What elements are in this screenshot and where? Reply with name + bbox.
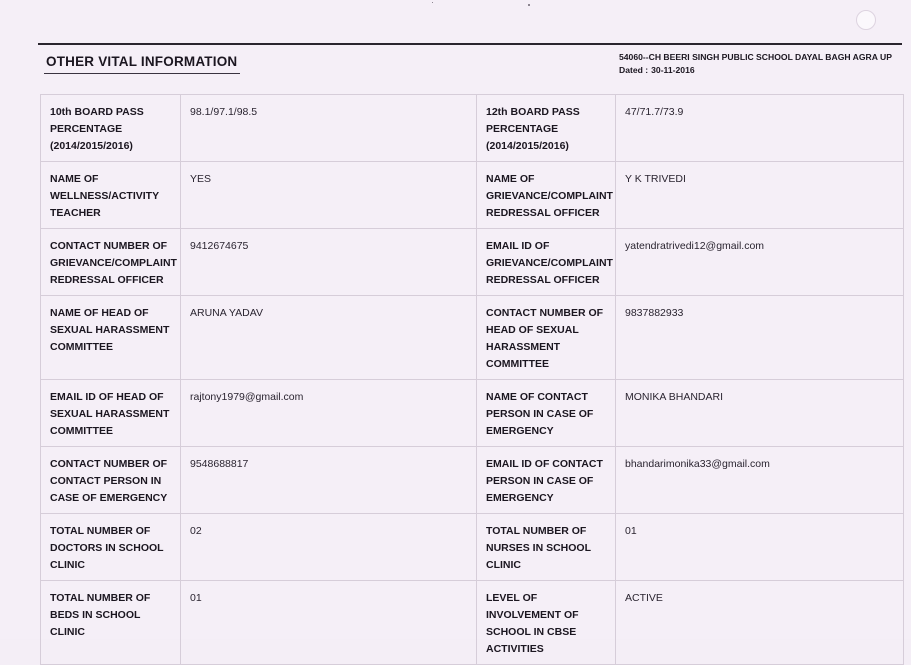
field-value: MONIKA BHANDARI <box>616 380 904 447</box>
table-row <box>41 296 904 380</box>
scan-speck <box>528 4 530 6</box>
field-label: 10th BOARD PASS PERCENTAGE (2014/2015/2016) <box>41 95 181 162</box>
field-label: NAME OF GRIEVANCE/COMPLAINT REDRESSAL OFFICER <box>477 162 616 229</box>
table-row <box>41 514 904 581</box>
field-value: 9548688817 <box>181 447 477 514</box>
field-value: bhandarimonika33@gmail.com <box>616 447 904 514</box>
field-value: 01 <box>181 581 477 665</box>
dated-line <box>619 65 695 75</box>
field-label: CONTACT NUMBER OF CONTACT PERSON IN CASE OF EMERGENCY <box>41 447 181 514</box>
school-name: 54060--CH BEERI SINGH PUBLIC SCHOOL DAYAL BAGH AGRA UP <box>619 52 892 62</box>
field-value: 98.1/97.1/98.5 <box>181 95 477 162</box>
scan-speck <box>432 2 433 3</box>
field-label: TOTAL NUMBER OF NURSES IN SCHOOL CLINIC <box>477 514 616 581</box>
field-label: NAME OF CONTACT PERSON IN CASE OF EMERGENCY <box>477 380 616 447</box>
field-label: EMAIL ID OF CONTACT PERSON IN CASE OF EMERGENCY <box>477 447 616 514</box>
field-label: LEVEL OF INVOLVEMENT OF SCHOOL IN CBSE ACTIVITIES <box>477 581 616 665</box>
field-value: yatendratrivedi12@gmail.com <box>616 229 904 296</box>
field-label: TOTAL NUMBER OF BEDS IN SCHOOL CLINIC <box>41 581 181 665</box>
field-label: CONTACT NUMBER OF GRIEVANCE/COMPLAINT REDRESSAL OFFICER <box>41 229 181 296</box>
field-label: NAME OF HEAD OF SEXUAL HARASSMENT COMMITTEE <box>41 296 181 380</box>
field-value: 01 <box>616 514 904 581</box>
field-value: 9837882933 <box>616 296 904 380</box>
table-row <box>41 95 904 162</box>
punch-hole-mark <box>856 10 876 30</box>
field-label: EMAIL ID OF GRIEVANCE/COMPLAINT REDRESSAL OFFICER <box>477 229 616 296</box>
field-label: NAME OF WELLNESS/ACTIVITY TEACHER <box>41 162 181 229</box>
field-value: 47/71.7/73.9 <box>616 95 904 162</box>
header-rule <box>38 43 902 45</box>
table-row <box>41 162 904 229</box>
section-title: OTHER VITAL INFORMATION <box>46 54 238 69</box>
field-value: YES <box>181 162 477 229</box>
table-row <box>41 380 904 447</box>
field-label: EMAIL ID OF HEAD OF SEXUAL HARASSMENT COMMITTEE <box>41 380 181 447</box>
dated-value: 30-11-2016 <box>651 65 695 75</box>
table-row <box>41 447 904 514</box>
field-value: Y K TRIVEDI <box>616 162 904 229</box>
dated-label: Dated : <box>619 65 649 75</box>
field-label: 12th BOARD PASS PERCENTAGE (2014/2015/2016) <box>477 95 616 162</box>
field-label: CONTACT NUMBER OF HEAD OF SEXUAL HARASSMENT COMMITTEE <box>477 296 616 380</box>
field-value: ARUNA YADAV <box>181 296 477 380</box>
table-row <box>41 581 904 665</box>
field-value: 9412674675 <box>181 229 477 296</box>
field-value: rajtony1979@gmail.com <box>181 380 477 447</box>
field-value: ACTIVE <box>616 581 904 665</box>
field-value: 02 <box>181 514 477 581</box>
section-title-underline <box>44 73 240 74</box>
field-label: TOTAL NUMBER OF DOCTORS IN SCHOOL CLINIC <box>41 514 181 581</box>
table-row <box>41 229 904 296</box>
vital-info-table <box>40 94 904 665</box>
